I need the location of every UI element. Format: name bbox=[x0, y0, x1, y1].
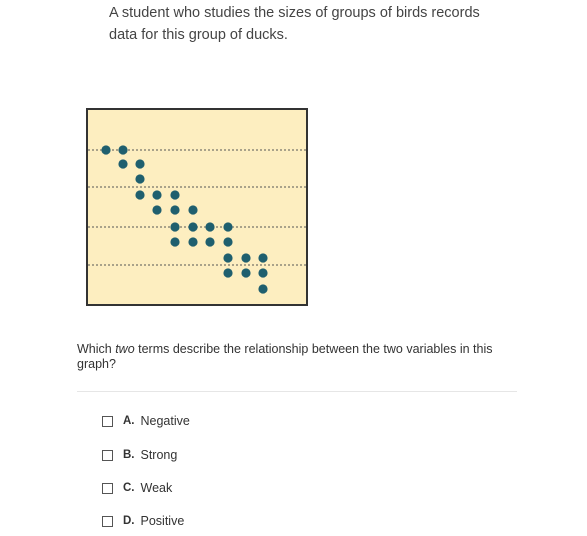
choice-label: Positive bbox=[140, 514, 185, 528]
data-point bbox=[223, 222, 232, 231]
data-point bbox=[188, 237, 197, 246]
question-text-end: terms describe the relationship between the two variables in this graph? bbox=[77, 342, 493, 371]
data-point bbox=[223, 268, 232, 277]
checkbox-c[interactable] bbox=[102, 483, 113, 494]
choice-letter: B. bbox=[123, 449, 135, 461]
plot-background bbox=[87, 109, 307, 305]
choice-label: Strong bbox=[140, 448, 178, 462]
choice-label: Negative bbox=[140, 414, 190, 428]
data-point bbox=[135, 190, 144, 199]
data-point bbox=[188, 205, 197, 214]
choice-letter: D. bbox=[123, 515, 135, 527]
data-point bbox=[170, 237, 179, 246]
question-text-start: Which bbox=[77, 342, 116, 356]
divider bbox=[77, 391, 517, 392]
data-point bbox=[152, 190, 161, 199]
choice-letter: A. bbox=[123, 415, 135, 427]
question-text bbox=[77, 342, 517, 372]
scatter-plot bbox=[86, 108, 308, 306]
data-point bbox=[101, 145, 110, 154]
data-point bbox=[170, 222, 179, 231]
question-emphasis: two bbox=[115, 342, 135, 356]
data-point bbox=[135, 159, 144, 168]
data-point bbox=[258, 253, 267, 262]
data-point bbox=[118, 145, 127, 154]
data-point bbox=[205, 237, 214, 246]
data-point bbox=[223, 253, 232, 262]
data-point bbox=[241, 268, 250, 277]
data-point bbox=[170, 190, 179, 199]
choice-letter: C. bbox=[123, 482, 135, 494]
choice-c[interactable] bbox=[102, 480, 172, 496]
data-point bbox=[152, 205, 161, 214]
data-point bbox=[223, 237, 232, 246]
question-intro: A student who studies the sizes of groups of birds records data for this group of ducks. bbox=[109, 5, 480, 43]
choice-b[interactable] bbox=[102, 447, 177, 463]
data-point bbox=[241, 253, 250, 262]
checkbox-a[interactable] bbox=[102, 416, 113, 427]
data-point bbox=[118, 159, 127, 168]
data-point bbox=[258, 268, 267, 277]
data-point bbox=[258, 284, 267, 293]
data-point bbox=[170, 205, 179, 214]
checkbox-b[interactable] bbox=[102, 450, 113, 461]
data-point bbox=[135, 174, 144, 183]
checkbox-d[interactable] bbox=[102, 516, 113, 527]
data-point bbox=[205, 222, 214, 231]
data-point bbox=[188, 222, 197, 231]
choice-a[interactable] bbox=[102, 413, 190, 429]
choice-label: Weak bbox=[140, 481, 173, 495]
choice-d[interactable] bbox=[102, 513, 184, 529]
